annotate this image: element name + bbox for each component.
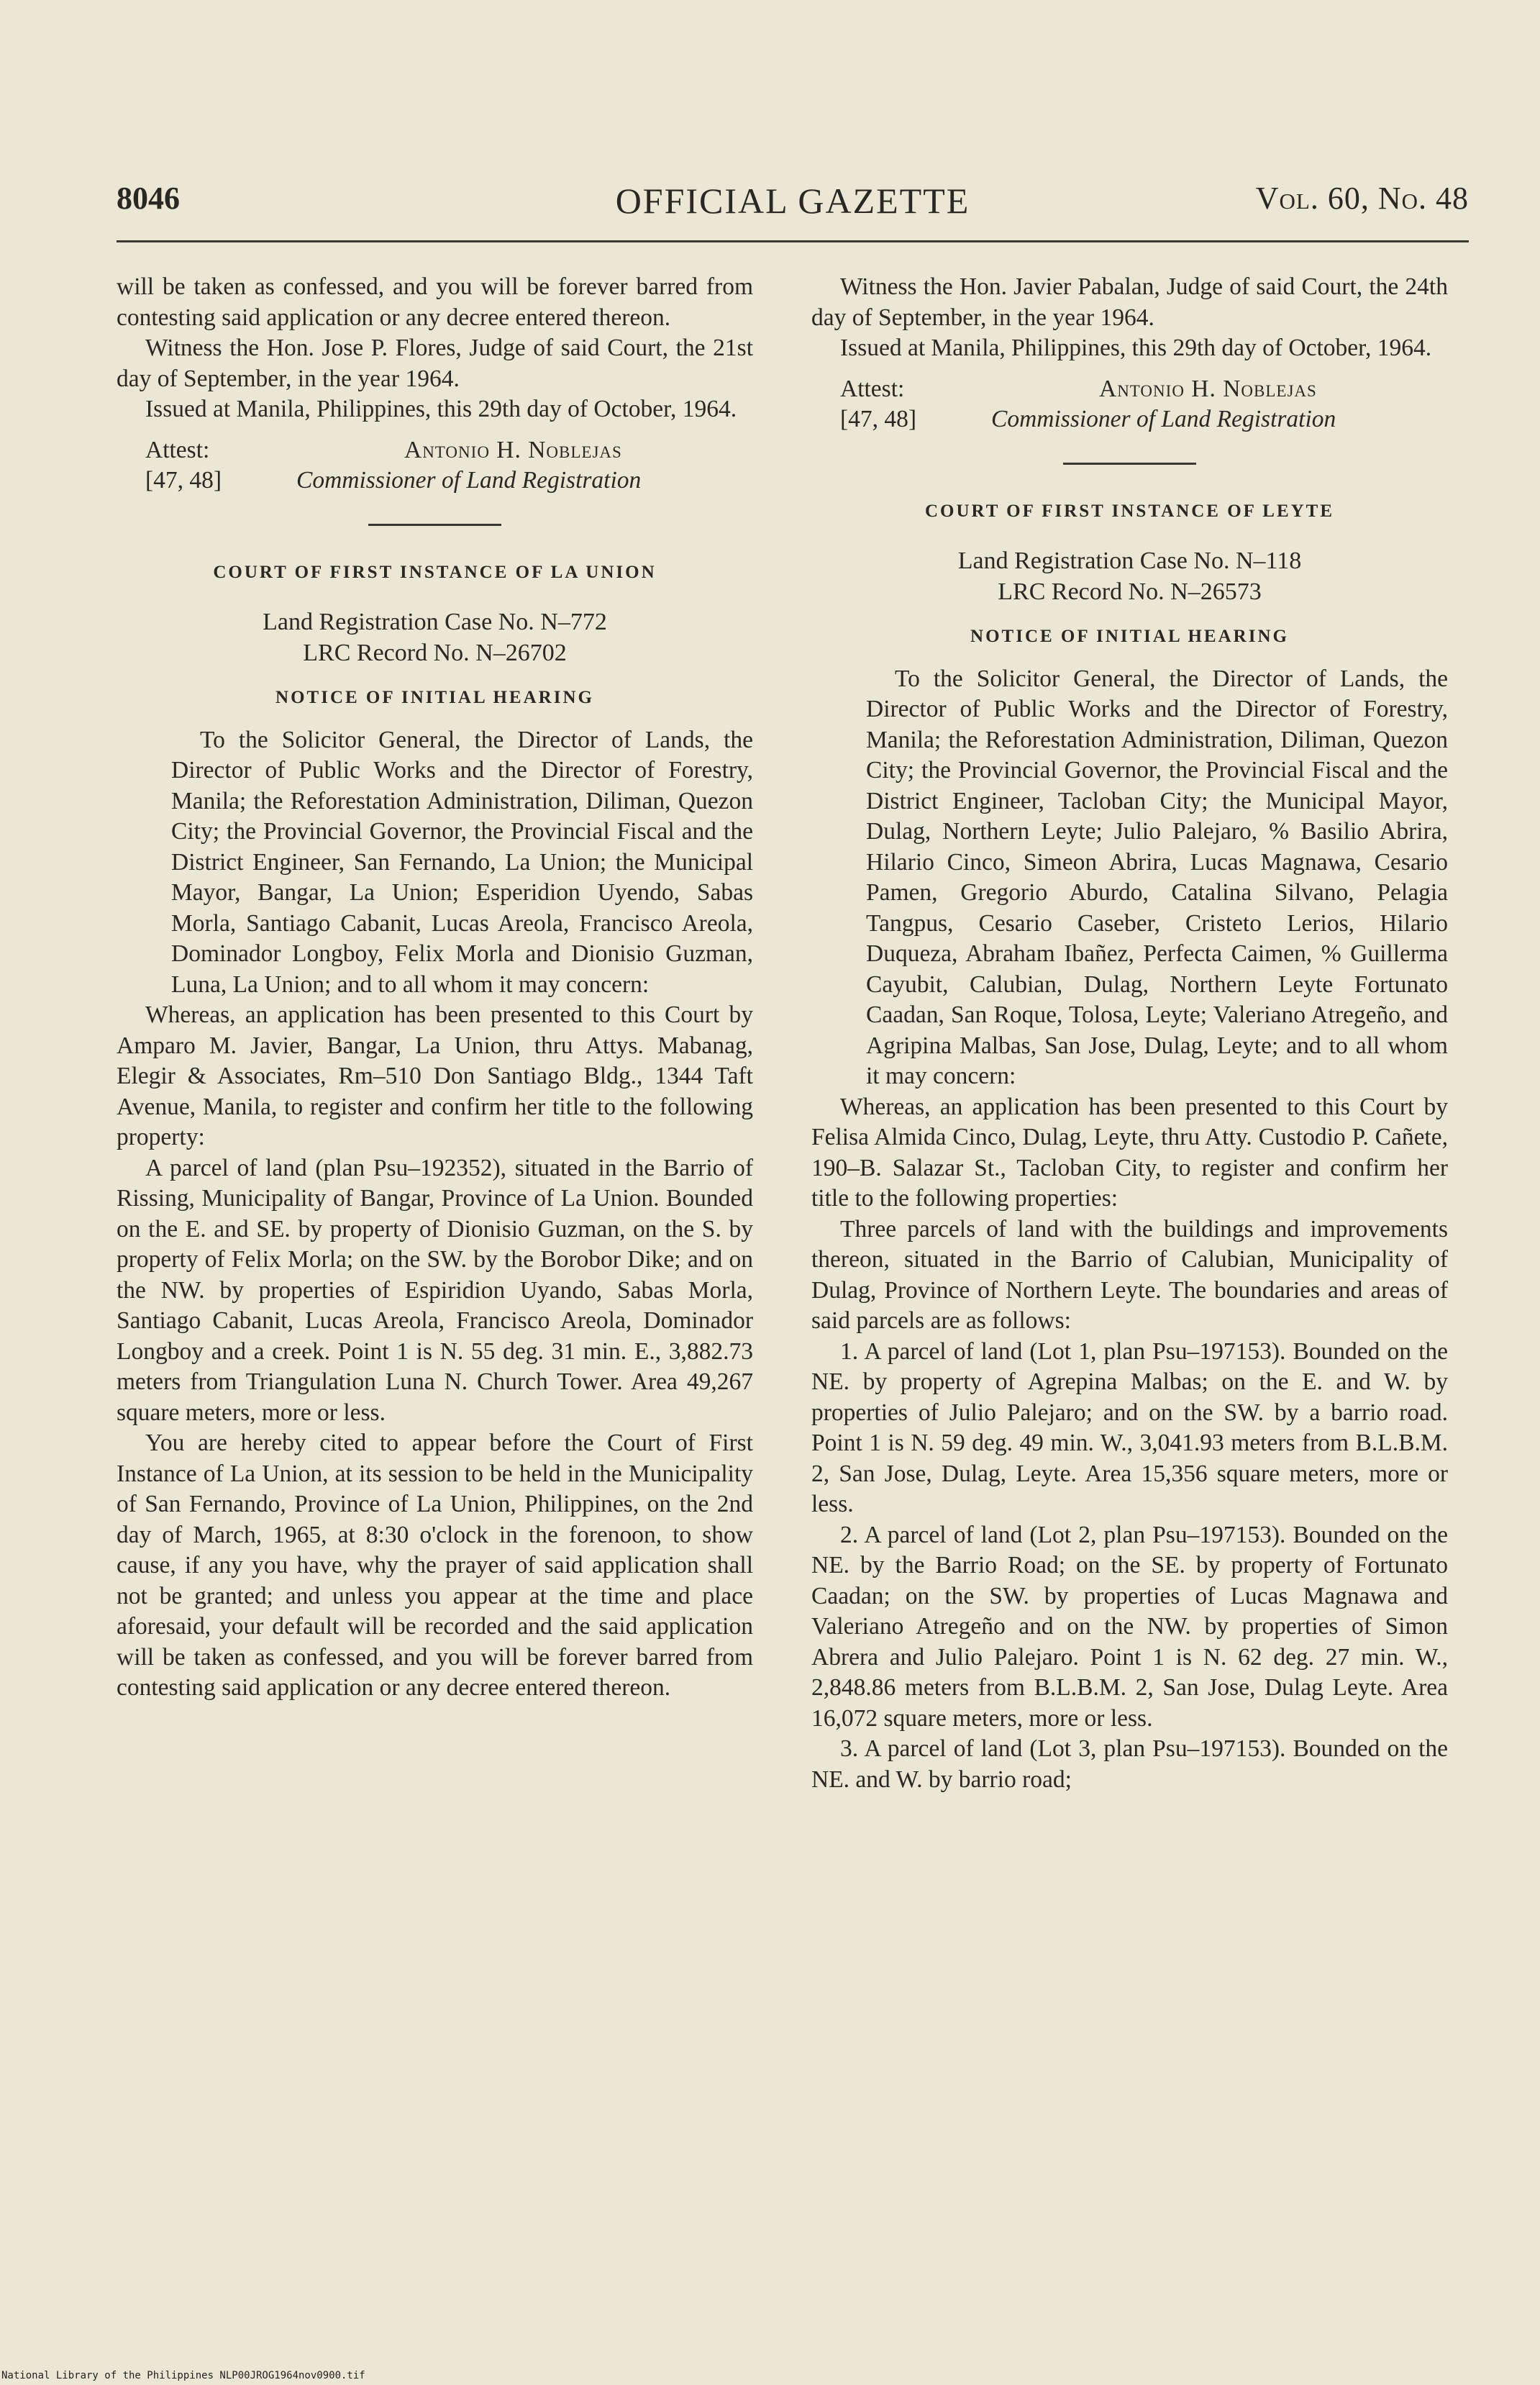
attest-name: Antonio H. Noblejas <box>404 436 622 463</box>
lrc-record-number: LRC Record No. N–26702 <box>303 640 567 666</box>
paragraph: Three parcels of land with the buildings and improvements thereon, situated in the Barrio of Calubian, Municipality of Dulag, Province of Northern Leyte. The boundaries and areas of said parcels are as follows: <box>811 1215 1448 1334</box>
section-divider <box>368 524 501 526</box>
attest-line <box>840 374 1448 405</box>
volume-number: Vol. 60, No. 48 <box>1255 181 1469 216</box>
right-column <box>811 272 1448 1795</box>
case-number: Land Registration Case No. N–772 <box>263 609 607 635</box>
paragraph: Witness the Hon. Jose P. Flores, Judge of said Court, the 21st day of September, in the year 1964. <box>117 335 753 392</box>
addressees: To the Solicitor General, the Director of Lands, the Director of Public Works and the Director of Forestry, Manila; the Reforestation Administration, Diliman, Quezon City; the Provincial Governor, the Provincial Fiscal and the District Engineer, San Fernando, La Union; the Municipal Mayor, Bangar, La Union; Esperidion Uyendo, Sabas Morla, Santiago Cabanit, Lucas Areola, Francisco Areola, Dominador Longboy, Felix Morla and Dionisio Guzman, Luna, La Union; and to all whom it may concern: <box>171 726 753 998</box>
addressees: To the Solicitor General, the Director of Lands, the Director of Public Works and the Director of Forestry, Manila; the Reforestation Administration, Diliman, Quezon City; the Provincial Governor, the Provincial Fiscal and the District Engineer, Tacloban City; the Municipal Mayor, Dulag, Northern Leyte; Julio Palejaro, % Basilio Abrira, Hilario Cinco, Simeon Abrira, Lucas Magnawa, Cesario Pamen, Gregorio Aburdo, Catalina Silvano, Pelagia Tangpus, Cesario Caseber, Cristeto Lerios, Hilario Duqueza, Abraham Ibañez, Perfecta Caimen, % Guillerma Cayubit, Calubian, Dulag, Northern Leyte Fortunato Caadan, San Roque, Tolosa, Leyte; Valeriano Atregeño, and Agripina Malbas, San Jose, Dulag, Leyte; and to all whom it may concern: <box>866 665 1448 1089</box>
attest-title-line <box>145 465 753 496</box>
paragraph: will be taken as confessed, and you will be forever barred from contesting said application or any decree entered thereon. <box>117 273 753 331</box>
scan-footer: National Library of the Philippines NLP00JROG1964nov0900.tif <box>1 2370 365 2381</box>
paragraph: 2. A parcel of land (Lot 2, plan Psu–197153). Bounded on the NE. by the Barrio Road; on the SE. by property of Fortunato Caadan; on the SW. by properties of Lucas Magnawa and Valeriano Atregeño and on the NW. by properties of Simon Abrera and Julio Palejaro. Point 1 is N. 62 deg. 27 min. W., 2,848.86 meters from B.L.B.M. 2, San Jose, Dulag Leyte. Area 16,072 square meters, more or less. <box>811 1521 1448 1732</box>
case-number: Land Registration Case No. N–118 <box>957 548 1302 574</box>
attest-name: Antonio H. Noblejas <box>1099 375 1317 402</box>
attest-label: Attest: <box>145 436 210 463</box>
paragraph: Witness the Hon. Javier Pabalan, Judge of said Court, the 24th day of September, in the year 1964. <box>811 273 1448 331</box>
paragraph: Whereas, an application has been presented to this Court by Amparo M. Javier, Bangar, La Union, thru Attys. Mabanag, Elegir & Associates, Rm–510 Don Santiago Bldg., 1344 Taft Avenue, Manila, to register and confirm her title to the following property: <box>117 1001 753 1150</box>
page-number: 8046 <box>117 181 180 216</box>
attest-title-line <box>840 404 1448 435</box>
paragraph: 1. A parcel of land (Lot 1, plan Psu–197153). Bounded on the NE. by property of Agrepina Malbas; on the E. and W. by properties of Julio Palejaro; and on the SW. by a barrio road. Point 1 is N. 59 deg. 49 min. W., 3,041.93 meters from B.L.B.M. 2, San Jose, Dulag, Leyte. Area 15,356 square meters, more or less. <box>811 1337 1448 1517</box>
notice-heading: NOTICE OF INITIAL HEARING <box>275 688 594 707</box>
paragraph: You are hereby cited to appear before the Court of First Instance of La Union, at its session to be held in the Municipality of San Fernando, Province of La Union, Philippines, on the 2nd day of March, 1965, at 8:30 o'clock in the forenoon, to show cause, if any you have, why the prayer of said application shall not be granted; and unless you appear at the time and place aforesaid, your default will be recorded and the said application will be taken as confessed, and you will be forever barred from contesting said application or any decree entered thereon. <box>117 1430 753 1701</box>
section-divider <box>1063 463 1196 465</box>
paragraph: Issued at Manila, Philippines, this 29th day of October, 1964. <box>840 335 1432 361</box>
court-heading: COURT OF FIRST INSTANCE OF LA UNION <box>213 562 657 582</box>
lrc-record-number: LRC Record No. N–26573 <box>998 578 1262 605</box>
issue-reference: [47, 48] <box>840 406 917 432</box>
court-heading: COURT OF FIRST INSTANCE OF LEYTE <box>924 501 1335 521</box>
paragraph: Issued at Manila, Philippines, this 29th day of October, 1964. <box>145 396 737 422</box>
page-header <box>117 180 1469 230</box>
paragraph: A parcel of land (plan Psu–192352), situated in the Barrio of Rissing, Municipality of Bangar, Province of La Union. Bounded on the E. and SE. by property of Dionisio Guzman, on the S. by property of Felix Morla; on the SW. by the Borobor Dike; and on the NW. by properties of Espiridion Uyando, Sabas Morla, Santiago Cabanit, Lucas Areola, Francisco Areola, Dominador Longboy and a creek. Point 1 is N. 55 deg. 31 min. E., 3,882.73 meters from Triangulation Luna N. Church Tower. Area 49,267 square meters, more or less. <box>117 1154 753 1426</box>
issue-reference: [47, 48] <box>145 467 222 494</box>
paragraph: Whereas, an application has been presented to this Court by Felisa Almida Cinco, Dulag, Leyte, thru Atty. Custodio P. Cañete, 190–B. Salazar St., Tacloban City, to register and confirm her title to the following properties: <box>811 1093 1448 1212</box>
attest-label: Attest: <box>840 375 905 402</box>
attest-title: Commissioner of Land Registration <box>296 467 642 494</box>
left-column <box>117 272 753 1704</box>
header-rule <box>117 240 1469 242</box>
paragraph: 3. A parcel of land (Lot 3, plan Psu–197153). Bounded on the NE. and W. by barrio road; <box>811 1735 1448 1793</box>
attest-title: Commissioner of Land Registration <box>991 406 1336 432</box>
attest-line <box>145 435 753 466</box>
publication-title: OFFICIAL GAZETTE <box>615 181 970 221</box>
notice-heading: NOTICE OF INITIAL HEARING <box>970 627 1289 646</box>
